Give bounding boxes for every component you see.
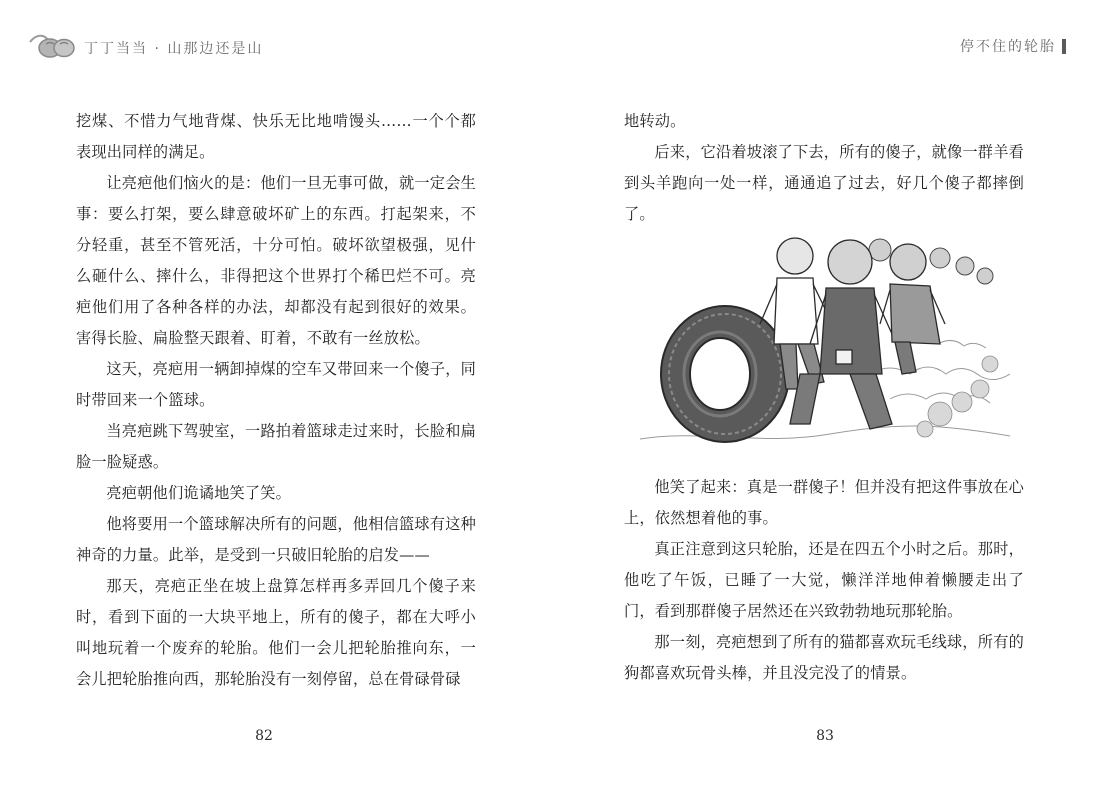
right-body-text-bottom xyxy=(624,472,1024,689)
paragraph: 后来，它沿着坡滚了下去，所有的傻子，就像一群羊看到头羊跑向一处一样，通通追了过去，好几个傻子都摔倒了。 xyxy=(624,143,1024,223)
twin-bean-logo-icon xyxy=(28,30,78,60)
paragraph: 挖煤、不惜力气地背煤、快乐无比地啃馒头……一个个都表现出同样的满足。 xyxy=(76,112,476,161)
paragraph: 他将要用一个篮球解决所有的问题，他相信篮球有这种神奇的力量。此举，是受到一只破旧轮胎的启发—— xyxy=(76,515,476,564)
paragraph: 那一刻，亮疤想到了所有的猫都喜欢玩毛线球，所有的狗都喜欢玩骨头棒，并且没完没了的情景。 xyxy=(624,633,1024,682)
paragraph: 这天，亮疤用一辆卸掉煤的空车又带回来一个傻子，同时带回来一个篮球。 xyxy=(76,360,476,409)
paragraph: 地转动。 xyxy=(624,112,686,130)
series-header xyxy=(28,30,263,60)
chapter-marker xyxy=(1062,39,1066,54)
paragraph: 那天，亮疤正坐在坡上盘算怎样再多弄回几个傻子来时，看到下面的一大块平地上，所有的傻子，都在大呼小叫地玩着一个废弃的轮胎。他们一会儿把轮胎推向东，一会儿把轮胎推向西，那轮胎没有一刻停留，总在骨碌骨碌 xyxy=(76,577,476,688)
page-number: 82 xyxy=(255,728,273,744)
paragraph: 他笑了起来：真是一群傻子！但并没有把这件事放在心上，依然想着他的事。 xyxy=(624,478,1024,527)
paragraph: 亮疤朝他们诡谲地笑了笑。 xyxy=(106,484,292,502)
boys-chasing-tire-illustration xyxy=(640,224,1010,454)
paragraph: 让亮疤他们恼火的是：他们一旦无事可做，就一定会生事：要么打架，要么肆意破坏矿上的东西。打起架来，不分轻重，甚至不管死活，十分可怕。破坏欲望极强，见什么砸什么、摔什么，非得把这个世界打个稀巴烂不可。亮疤他们用了各种各样的办法，却都没有起到很好的效果。害得长脸、扁脸整天跟着、盯着，不敢有一丝放松。 xyxy=(76,174,476,347)
right-body-text-top xyxy=(624,106,1024,230)
right-page xyxy=(548,0,1096,786)
left-body-text xyxy=(76,106,476,695)
page-number: 83 xyxy=(816,728,834,744)
chapter-title: 停不住的轮胎 xyxy=(960,39,1056,55)
paragraph: 真正注意到这只轮胎，还是在四五个小时之后。那时，他吃了午饭，已睡了一大觉，懒洋洋地伸着懒腰走出了门，看到那群傻子居然还在兴致勃勃地玩那轮胎。 xyxy=(624,540,1024,620)
series-title: 丁丁当当 · 山那边还是山 xyxy=(84,41,264,57)
chapter-header xyxy=(960,36,1066,56)
paragraph: 当亮疤跳下驾驶室，一路拍着篮球走过来时，长脸和扁脸一脸疑惑。 xyxy=(76,422,476,471)
